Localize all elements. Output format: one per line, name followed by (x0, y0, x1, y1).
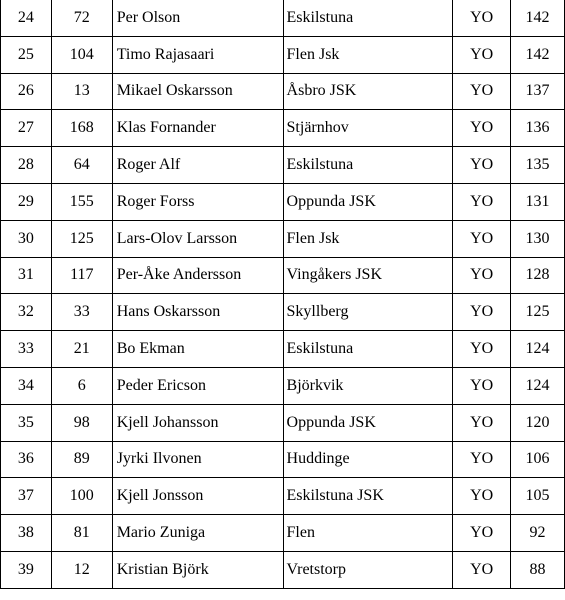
table-row (1, 441, 565, 478)
club-cell: Stjärnhov (283, 110, 453, 147)
club-cell: Flen (283, 515, 453, 552)
start-number-cell: 155 (51, 183, 112, 220)
class-cell: YO (453, 515, 511, 552)
shooter-name-cell: Per-Åke Andersson (112, 257, 283, 294)
club-cell: Oppunda JSK (283, 183, 453, 220)
start-number-cell: 117 (51, 257, 112, 294)
position-cell: 34 (1, 367, 52, 404)
points-cell: 130 (511, 220, 565, 257)
table-row (1, 478, 565, 515)
class-cell: YO (453, 478, 511, 515)
class-cell: YO (453, 367, 511, 404)
points-cell: 136 (511, 110, 565, 147)
table-row (1, 515, 565, 552)
class-cell: YO (453, 147, 511, 184)
position-cell: 29 (1, 183, 52, 220)
start-number-cell: 12 (51, 551, 112, 588)
club-cell: Åsbro JSK (283, 73, 453, 110)
points-cell: 92 (511, 515, 565, 552)
table-row (1, 147, 565, 184)
class-cell: YO (453, 0, 511, 36)
points-cell: 135 (511, 147, 565, 184)
shooter-name-cell: Roger Forss (112, 183, 283, 220)
club-cell: Vretstorp (283, 551, 453, 588)
position-cell: 33 (1, 331, 52, 368)
start-number-cell: 89 (51, 441, 112, 478)
table-row (1, 220, 565, 257)
shooter-name-cell: Klas Fornander (112, 110, 283, 147)
class-cell: YO (453, 294, 511, 331)
points-cell: 131 (511, 183, 565, 220)
club-cell: Flen Jsk (283, 220, 453, 257)
club-cell: Björkvik (283, 367, 453, 404)
points-cell: 125 (511, 294, 565, 331)
shooter-name-cell: Mikael Oskarsson (112, 73, 283, 110)
club-cell: Eskilstuna (283, 147, 453, 184)
table-row (1, 183, 565, 220)
position-cell: 26 (1, 73, 52, 110)
start-number-cell: 125 (51, 220, 112, 257)
start-number-cell: 6 (51, 367, 112, 404)
position-cell: 37 (1, 478, 52, 515)
start-number-cell: 81 (51, 515, 112, 552)
start-number-cell: 98 (51, 404, 112, 441)
table-row (1, 404, 565, 441)
start-number-cell: 100 (51, 478, 112, 515)
position-cell: 31 (1, 257, 52, 294)
position-cell: 36 (1, 441, 52, 478)
shooter-name-cell: Mario Zuniga (112, 515, 283, 552)
club-cell: Oppunda JSK (283, 404, 453, 441)
shooter-name-cell: Timo Rajasaari (112, 36, 283, 73)
table-row (1, 257, 565, 294)
class-cell: YO (453, 110, 511, 147)
shooter-name-cell: Roger Alf (112, 147, 283, 184)
start-number-cell: 64 (51, 147, 112, 184)
start-number-cell: 72 (51, 0, 112, 36)
position-cell: 27 (1, 110, 52, 147)
shooter-name-cell: Kjell Johansson (112, 404, 283, 441)
club-cell: Skyllberg (283, 294, 453, 331)
club-cell: Vingåkers JSK (283, 257, 453, 294)
shooter-name-cell: Lars-Olov Larsson (112, 220, 283, 257)
start-number-cell: 13 (51, 73, 112, 110)
shooter-name-cell: Jyrki Ilvonen (112, 441, 283, 478)
shooter-name-cell: Bo Ekman (112, 331, 283, 368)
table-row (1, 36, 565, 73)
points-cell: 105 (511, 478, 565, 515)
shooter-name-cell: Kristian Björk (112, 551, 283, 588)
class-cell: YO (453, 220, 511, 257)
table-row (1, 110, 565, 147)
start-number-cell: 168 (51, 110, 112, 147)
start-number-cell: 104 (51, 36, 112, 73)
points-cell: 128 (511, 257, 565, 294)
club-cell: Huddinge (283, 441, 453, 478)
position-cell: 35 (1, 404, 52, 441)
club-cell: Flen Jsk (283, 36, 453, 73)
points-cell: 142 (511, 0, 565, 36)
shooter-name-cell: Kjell Jonsson (112, 478, 283, 515)
points-cell: 124 (511, 367, 565, 404)
class-cell: YO (453, 441, 511, 478)
club-cell: Eskilstuna JSK (283, 478, 453, 515)
points-cell: 120 (511, 404, 565, 441)
table-row (1, 367, 565, 404)
class-cell: YO (453, 183, 511, 220)
table-row (1, 331, 565, 368)
position-cell: 28 (1, 147, 52, 184)
class-cell: YO (453, 404, 511, 441)
table-row (1, 0, 565, 36)
points-cell: 106 (511, 441, 565, 478)
club-cell: Eskilstuna (283, 331, 453, 368)
table-row (1, 551, 565, 588)
points-cell: 124 (511, 331, 565, 368)
class-cell: YO (453, 551, 511, 588)
position-cell: 39 (1, 551, 52, 588)
position-cell: 25 (1, 36, 52, 73)
table-row (1, 73, 565, 110)
class-cell: YO (453, 331, 511, 368)
shooter-name-cell: Hans Oskarsson (112, 294, 283, 331)
position-cell: 24 (1, 0, 52, 36)
position-cell: 30 (1, 220, 52, 257)
points-cell: 88 (511, 551, 565, 588)
start-number-cell: 21 (51, 331, 112, 368)
club-cell: Eskilstuna (283, 0, 453, 36)
class-cell: YO (453, 73, 511, 110)
points-cell: 142 (511, 36, 565, 73)
shooter-name-cell: Per Olson (112, 0, 283, 36)
start-number-cell: 33 (51, 294, 112, 331)
class-cell: YO (453, 36, 511, 73)
shooter-name-cell: Peder Ericson (112, 367, 283, 404)
position-cell: 38 (1, 515, 52, 552)
class-cell: YO (453, 257, 511, 294)
points-cell: 137 (511, 73, 565, 110)
table-row (1, 294, 565, 331)
position-cell: 32 (1, 294, 52, 331)
results-table-body (1, 0, 565, 588)
